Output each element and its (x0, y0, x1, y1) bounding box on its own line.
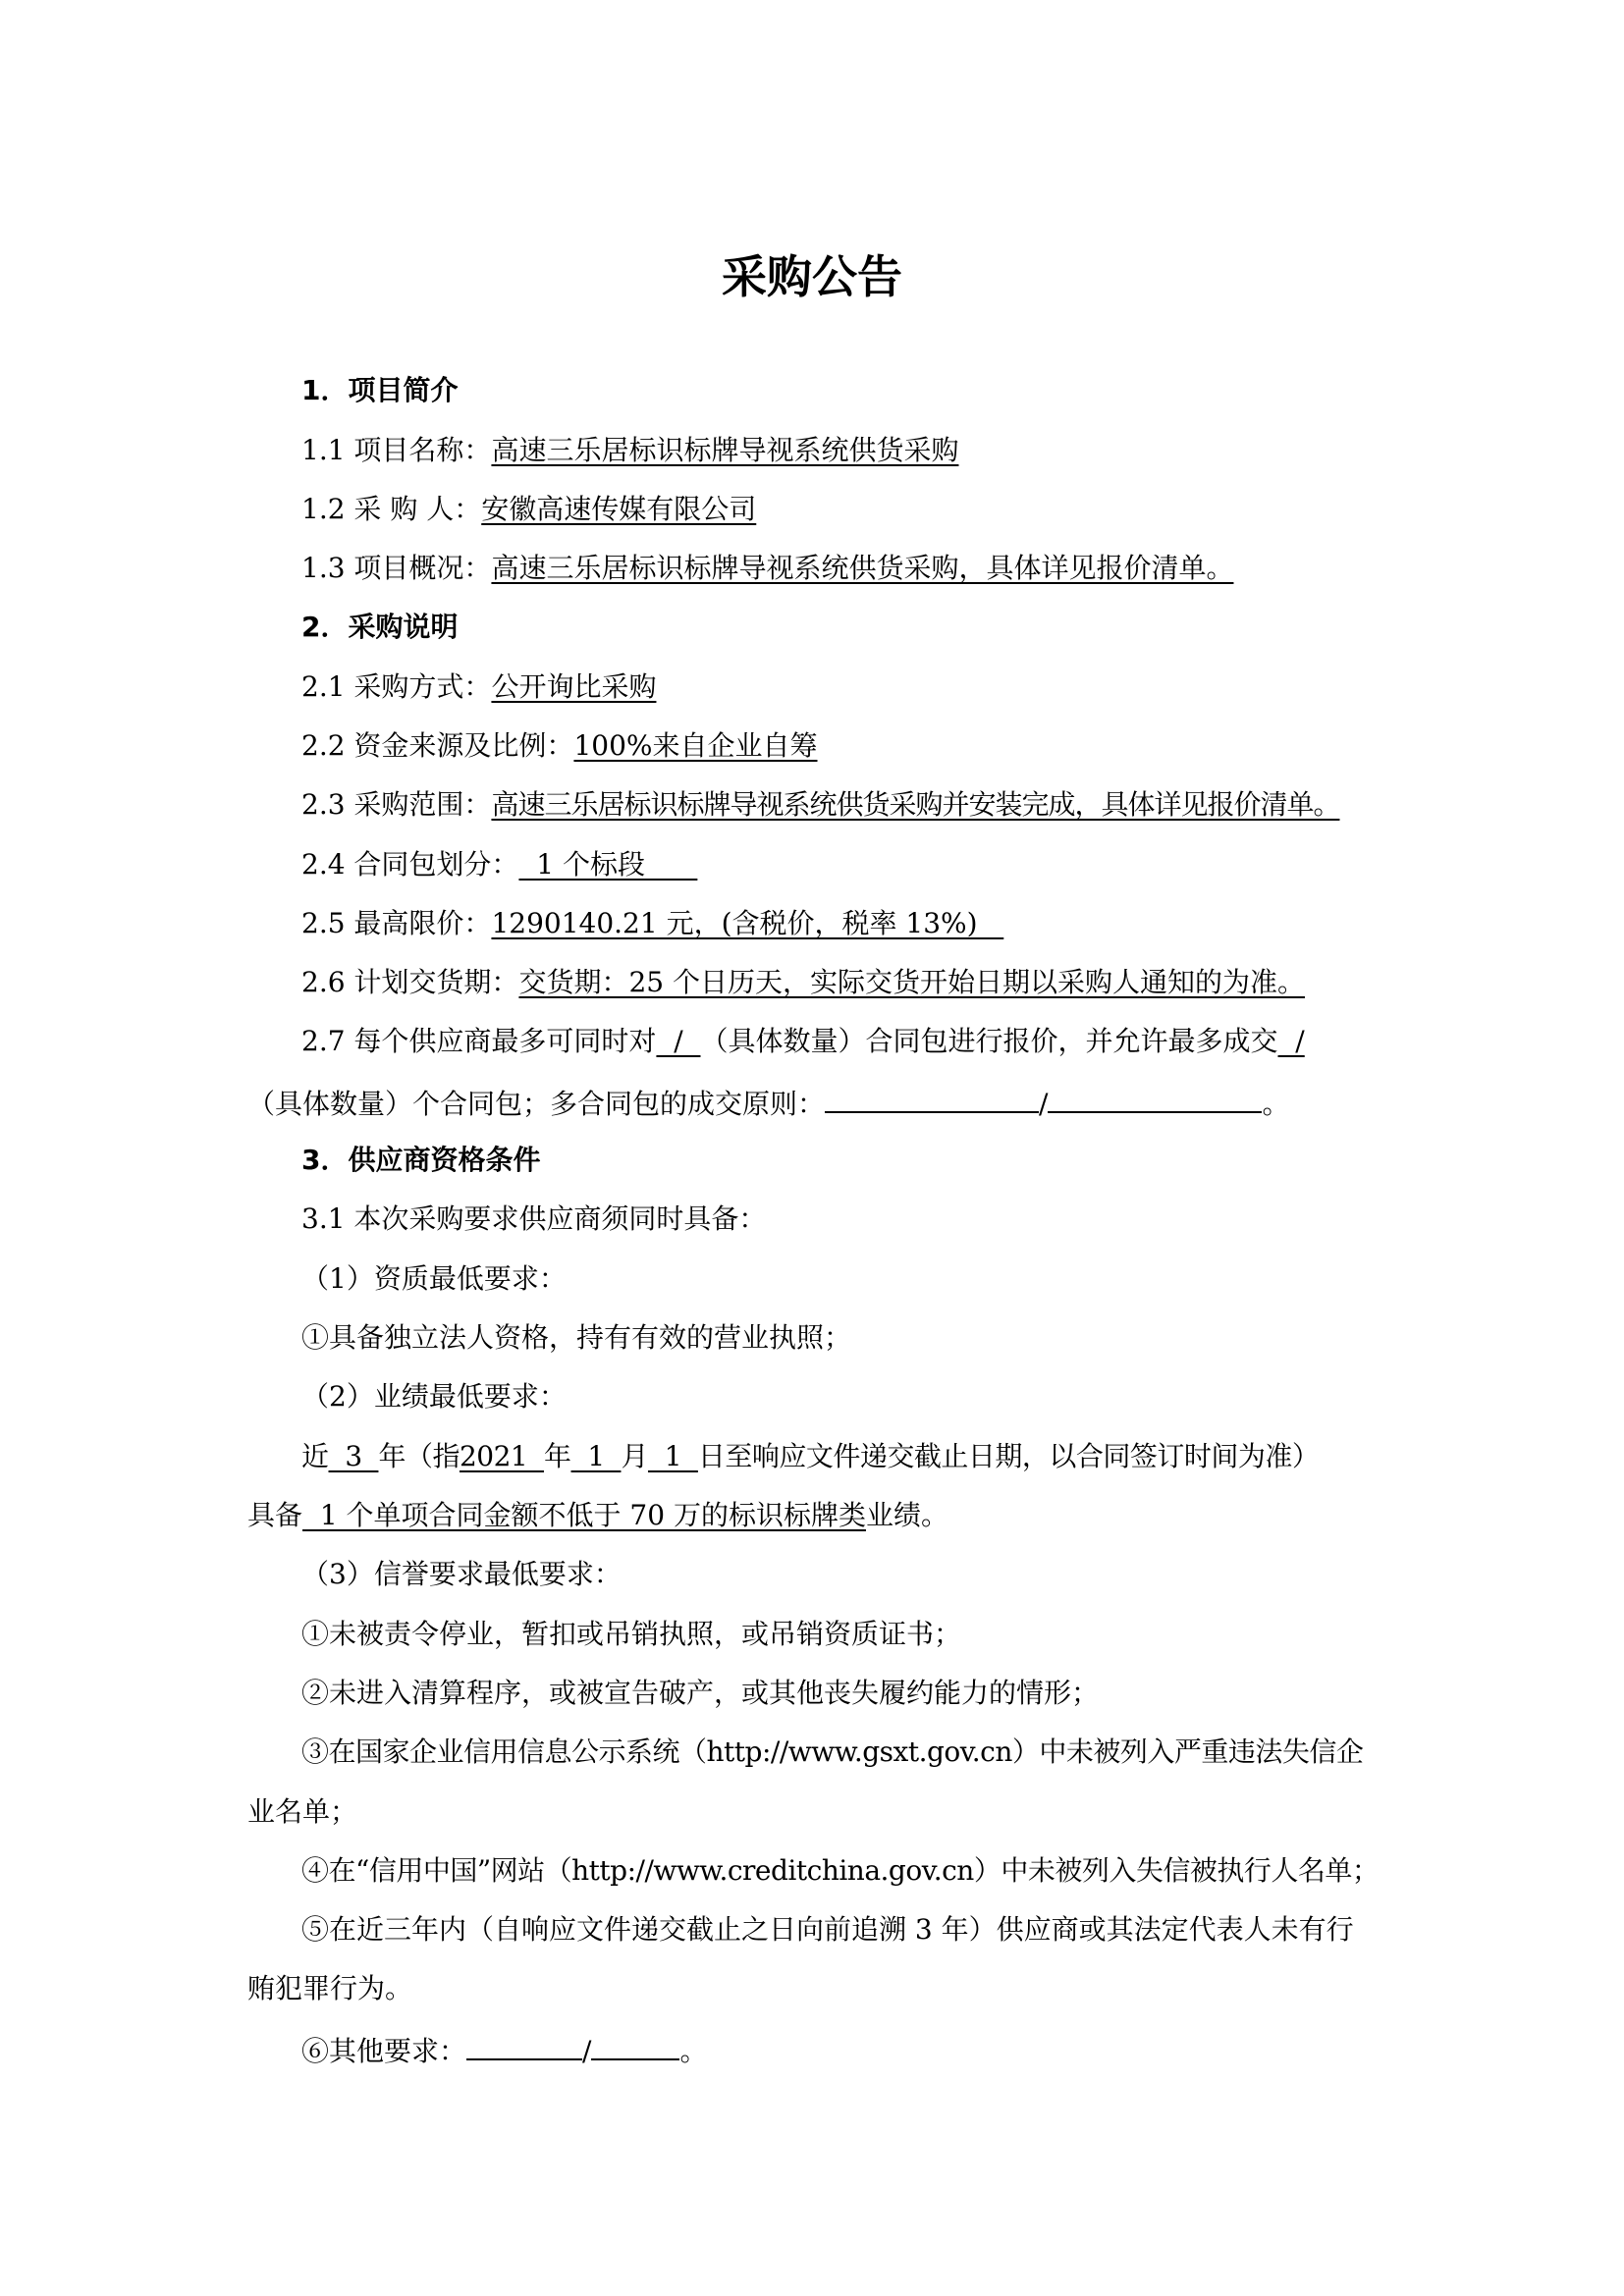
max-price-line (301, 904, 1003, 943)
project-overview-value: 高速三乐居标识标牌导视系统供货采购，具体详见报价清单。 (491, 552, 1234, 584)
purchaser-line (301, 490, 756, 529)
other-requirement-blank-1 (466, 2029, 582, 2060)
credit-item-6: ⑥其他要求： / 。 (301, 2029, 707, 2068)
delivery-period-value: 交货期：25 个日历天，实际交货开始日期以采购人通知的为准。 (518, 966, 1305, 998)
award-limit-blank: / (1277, 1025, 1305, 1057)
credit-item-2: ②未进入清算程序，或被宣告破产，或其他丧失履约能力的情形； (301, 1677, 1100, 1709)
procurement-scope-line (301, 785, 1339, 825)
project-overview-label: 1.3 项目概况： (301, 552, 492, 584)
contract-package-line (301, 845, 697, 884)
credit-item-4: ④在“信用中国”网站（http://www.creditchina.gov.cn）中未被列入失信被执行人名单； (301, 1854, 1380, 1887)
contract-package-value: 1 个标段 (518, 848, 698, 881)
qualification-intro: 3.1 本次采购要求供应商须同时具备： (301, 1202, 767, 1235)
performance-subheading: （2）业绩最低要求： (301, 1380, 567, 1413)
award-principle-blank-1 (825, 1082, 1039, 1113)
bid-limit-line: 2.7 每个供应商最多可同时对 / （具体数量）合同包进行报价，并允许最多成交 / (301, 1025, 1305, 1057)
section-1-heading: 1．项目简介 (301, 374, 459, 406)
procurement-method-value: 公开询比采购 (491, 670, 657, 703)
award-principle-line: （具体数量）个合同包；多合同包的成交原则： / 。 (247, 1082, 1289, 1121)
credit-item-3-continued: 业名单； (247, 1795, 358, 1828)
funding-source-label: 2.2 资金来源及比例： (301, 729, 574, 762)
delivery-period-label: 2.6 计划交货期： (301, 966, 519, 998)
award-principle-blank-2 (1048, 1082, 1262, 1113)
project-name-value: 高速三乐居标识标牌导视系统供货采购 (491, 434, 959, 466)
credit-item-5-continued: 贿犯罪行为。 (247, 1972, 413, 2004)
performance-requirement-line: 具备 1 个单项合同金额不低于 70 万的标识标牌类业绩。 (247, 1499, 948, 1531)
credit-item-1: ①未被责令停业，暂扣或吊销执照，或吊销资质证书； (301, 1618, 962, 1650)
credit-item-5: ⑤在近三年内（自响应文件递交截止之日向前追溯 3 年）供应商或其法定代表人未有行 (301, 1913, 1354, 1946)
project-overview-line (301, 549, 1233, 588)
delivery-period-line (301, 963, 1305, 1002)
bid-limit-blank: / (656, 1025, 701, 1057)
purchaser-label: 1.2 采 购 人： (301, 493, 482, 525)
project-name-label: 1.1 项目名称： (301, 434, 492, 466)
section-2-heading: 2．采购说明 (301, 611, 459, 643)
max-price-label: 2.5 最高限价： (301, 907, 492, 939)
procurement-method-label: 2.1 采购方式： (301, 670, 492, 703)
funding-source-value: 100%来自企业自筹 (573, 729, 818, 762)
credit-item-3: ③在国家企业信用信息公示系统（http://www.gsxt.gov.cn）中未被列入严重违法失信企 (301, 1735, 1364, 1768)
purchaser-value: 安徽高速传媒有限公司 (481, 493, 757, 525)
project-name-line (301, 431, 958, 470)
page-title: 采购公告 (722, 250, 902, 303)
section-3-heading: 3．供应商资格条件 (301, 1144, 541, 1176)
procurement-method-line (301, 667, 656, 707)
procurement-scope-label: 2.3 采购范围： (301, 788, 492, 821)
qualification-item-1: ①具备独立法人资格，持有有效的营业执照； (301, 1321, 852, 1354)
performance-period-line: 近 3 年（指2021 年 1 月 1 日至响应文件递交截止日期，以合同签订时间为准） (301, 1440, 1320, 1472)
procurement-scope-value: 高速三乐居标识标牌导视系统供货采购并安装完成，具体详见报价清单。 (491, 788, 1340, 821)
contract-package-label: 2.4 合同包划分： (301, 848, 519, 881)
funding-source-line (301, 726, 818, 766)
credit-subheading: （3）信誉要求最低要求： (301, 1558, 622, 1590)
max-price-value: 1290140.21 元，(含税价，税率 13%) (491, 907, 1004, 939)
qualification-subheading: （1）资质最低要求： (301, 1262, 567, 1295)
other-requirement-blank-2 (591, 2029, 679, 2060)
